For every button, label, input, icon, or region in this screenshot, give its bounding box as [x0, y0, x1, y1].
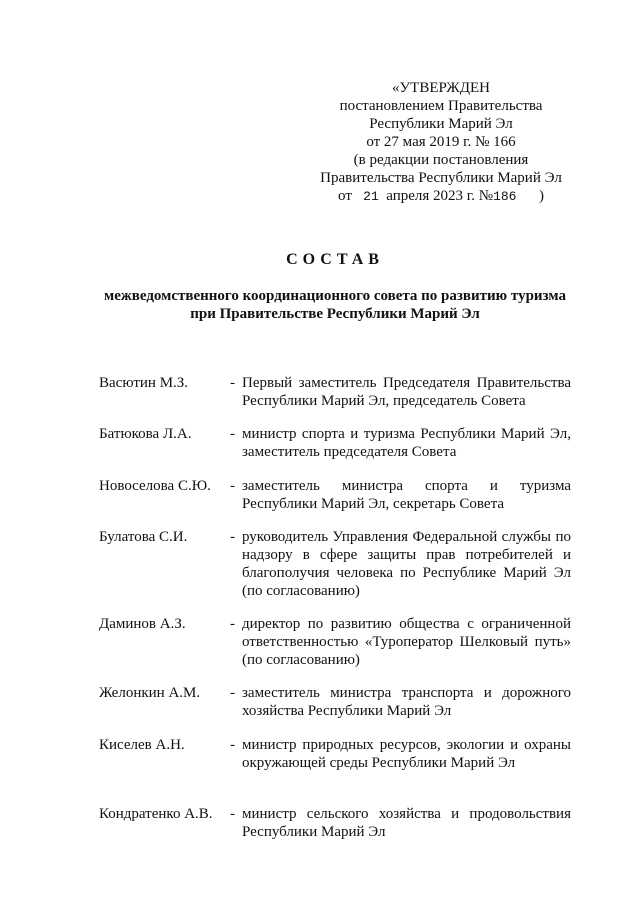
subtitle-line: при Правительстве Республики Марий Эл	[190, 306, 480, 322]
approval-line: «УТВЕРЖДЕН	[392, 80, 490, 96]
member-name: Даминов А.З.	[99, 616, 186, 632]
member-dash: -	[230, 616, 235, 632]
revision-prefix: от	[338, 188, 352, 204]
member-name: Булатова С.И.	[99, 529, 188, 545]
member-role: заместитель министра спорта и туризма Республики Марий Эл, секретарь Совета	[242, 478, 571, 512]
member-role: министр природных ресурсов, экологии и охраны окружающей среды Республики Марий Эл	[242, 737, 571, 771]
member-name: Батюкова Л.А.	[99, 426, 192, 442]
revision-suffix: )	[538, 188, 544, 204]
member-name: Новоселова С.Ю.	[99, 478, 211, 494]
member-name: Киселев А.Н.	[99, 737, 185, 753]
approval-line: постановлением Правительства	[339, 98, 543, 114]
approval-line: Правительства Республики Марий Эл	[320, 170, 562, 186]
member-role: Первый заместитель Председателя Правительства Республики Марий Эл, председатель Совета	[242, 375, 571, 409]
member-dash: -	[230, 685, 235, 701]
member-dash: -	[230, 426, 235, 442]
member-role: директор по развитию общества с ограниченной ответственностью «Туроператор Шелковый путь» (по согласованию)	[242, 616, 571, 668]
approval-line: (в редакции постановления	[353, 152, 529, 168]
approval-line: от 27 мая 2019 г. № 166	[366, 134, 516, 150]
subtitle-line: межведомственного координационного совета по развитию туризма	[104, 288, 566, 304]
member-dash: -	[230, 478, 235, 494]
member-role: министр спорта и туризма Республики Марий Эл, заместитель председателя Совета	[242, 426, 571, 460]
member-dash: -	[230, 529, 235, 545]
page-subtitle	[95, 287, 575, 323]
member-dash: -	[230, 375, 235, 391]
member-role: министр сельского хозяйства и продовольствия Республики Марий Эл	[242, 806, 571, 840]
page-title: СОСТАВ	[286, 251, 384, 268]
revision-month-year: апреля 2023 г. №	[386, 188, 494, 204]
member-dash: -	[230, 737, 235, 753]
member-name: Желонкин А.М.	[99, 685, 201, 701]
approval-line-revision	[310, 187, 572, 206]
member-name: Васютин М.З.	[99, 375, 189, 391]
member-dash: -	[230, 806, 235, 822]
member-role: заместитель министра транспорта и дорожного хозяйства Республики Марий Эл	[242, 685, 571, 719]
approval-stamp	[310, 79, 572, 206]
member-role: руководитель Управления Федеральной службы по надзору в сфере защиты прав потребителей и благополучия человека по Республике Марий Эл (по согласованию)	[242, 529, 571, 599]
approval-line: Республики Марий Эл	[369, 116, 513, 132]
revision-number: 186	[493, 189, 517, 204]
revision-day: 21	[363, 189, 379, 204]
member-name: Кондратенко А.В.	[99, 806, 213, 822]
